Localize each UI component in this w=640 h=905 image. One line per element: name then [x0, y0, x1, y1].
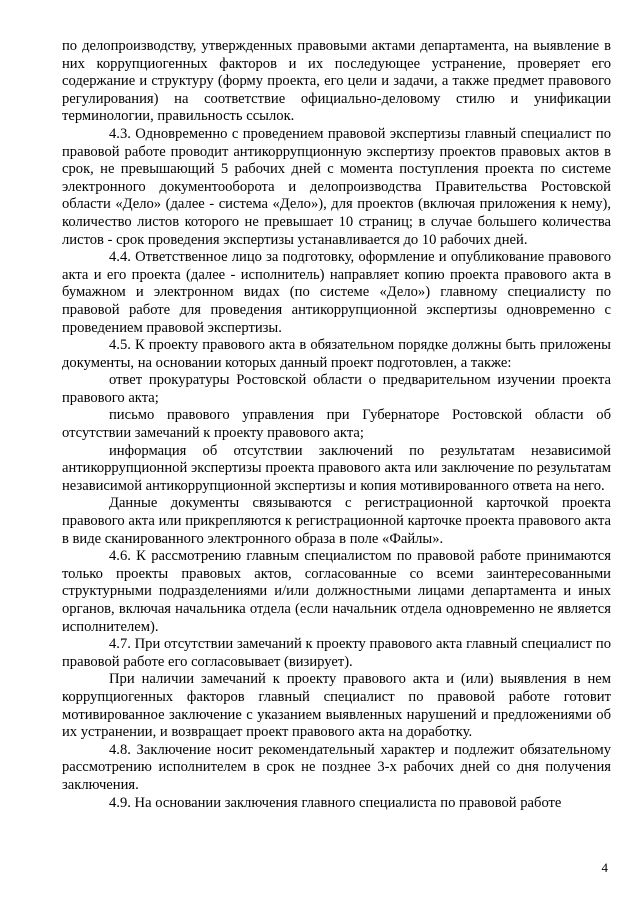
paragraph: 4.5. К проекту правового акта в обязательном порядке должны быть приложены документы, на основании которых данный проект подготовлен, а также: — [62, 337, 611, 371]
paragraph: 4.6. К рассмотрению главным специалистом по правовой работе принимаются только проекты правовых актов, согласованные со всеми заинтересованными структурными подразделениями и/или должностными лицами департамента и иных органов, включая начальника отдела (если начальник отдела одновременно не является исполнителем). — [62, 548, 611, 635]
paragraph: 4.3. Одновременно с проведением правовой экспертизы главный специалист по правовой работе проводит антикоррупционную экспертизу проектов правовых актов в срок, не превышающий 5 рабочих дней с момента поступления проекта по системе электронного документооборота и делопроизводства Правительства Ростовской области «Дело» (далее - система «Дело»), для проектов (включая приложения к нему), количество листов которого не превышает 10 страниц; в случае большего количества листов - срок проведения экспертизы устанавливается до 10 рабочих дней. — [62, 125, 611, 248]
paragraph: письмо правового управления при Губернаторе Ростовской области об отсутствии замечаний к проекту правового акта; — [62, 407, 611, 442]
paragraph: Данные документы связываются с регистрационной карточкой проекта правового акта или прикрепляются к регистрационной карточке проекта правового акта в виде сканированного электронного образа в поле «Файлы». — [62, 495, 611, 547]
page-number: 4 — [601, 860, 608, 875]
paragraph: ответ прокуратуры Ростовской области о предварительном изучении проекта правового акта; — [62, 372, 611, 406]
paragraph: 4.7. При отсутствии замечаний к проекту правового акта главный специалист по правовой работе его согласовывает (визирует). — [62, 636, 611, 670]
paragraph: информация об отсутствии заключений по результатам независимой антикоррупционной экспертизы проекта правового акта или заключение по результатам независимой антикоррупционной экспертизы и копия мотивированного ответа на него. — [62, 442, 611, 494]
paragraph: 4.4. Ответственное лицо за подготовку, оформление и опубликование правового акта и его проекта (далее - исполнитель) направляет копию проекта правового акта в бумажном и электронном видах (по системе «Дело») главному специалисту по правовой работе для проведения антикоррупционной экспертизы одновременно с проведением правовой экспертизы. — [62, 249, 611, 336]
paragraph: по делопроизводству, утвержденных правовыми актами департамента, на выявление в них коррупциогенных факторов и их последующее устранение, проверяет его содержание и структуру (форму проекта, его цели и задачи, а также предмет правового регулирования) на соответствие официально-деловому стилю и унификации терминологии, правильность ссылок. — [62, 38, 611, 125]
document-body — [62, 38, 611, 812]
paragraph: 4.8. Заключение носит рекомендательный характер и подлежит обязательному рассмотрению исполнителем в срок не позднее 3-х рабочих дней со дня получения заключения. — [62, 741, 611, 793]
paragraph: 4.9. На основании заключения главного специалиста по правовой работе — [109, 794, 562, 811]
paragraph: При наличии замечаний к проекту правового акта и (или) выявления в нем коррупциогенных факторов главный специалист по правовой работе готовит мотивированное заключение с указанием выявленных нарушений и предложениями об их устранении, и возвращает проект правового акта на доработку. — [62, 671, 611, 741]
